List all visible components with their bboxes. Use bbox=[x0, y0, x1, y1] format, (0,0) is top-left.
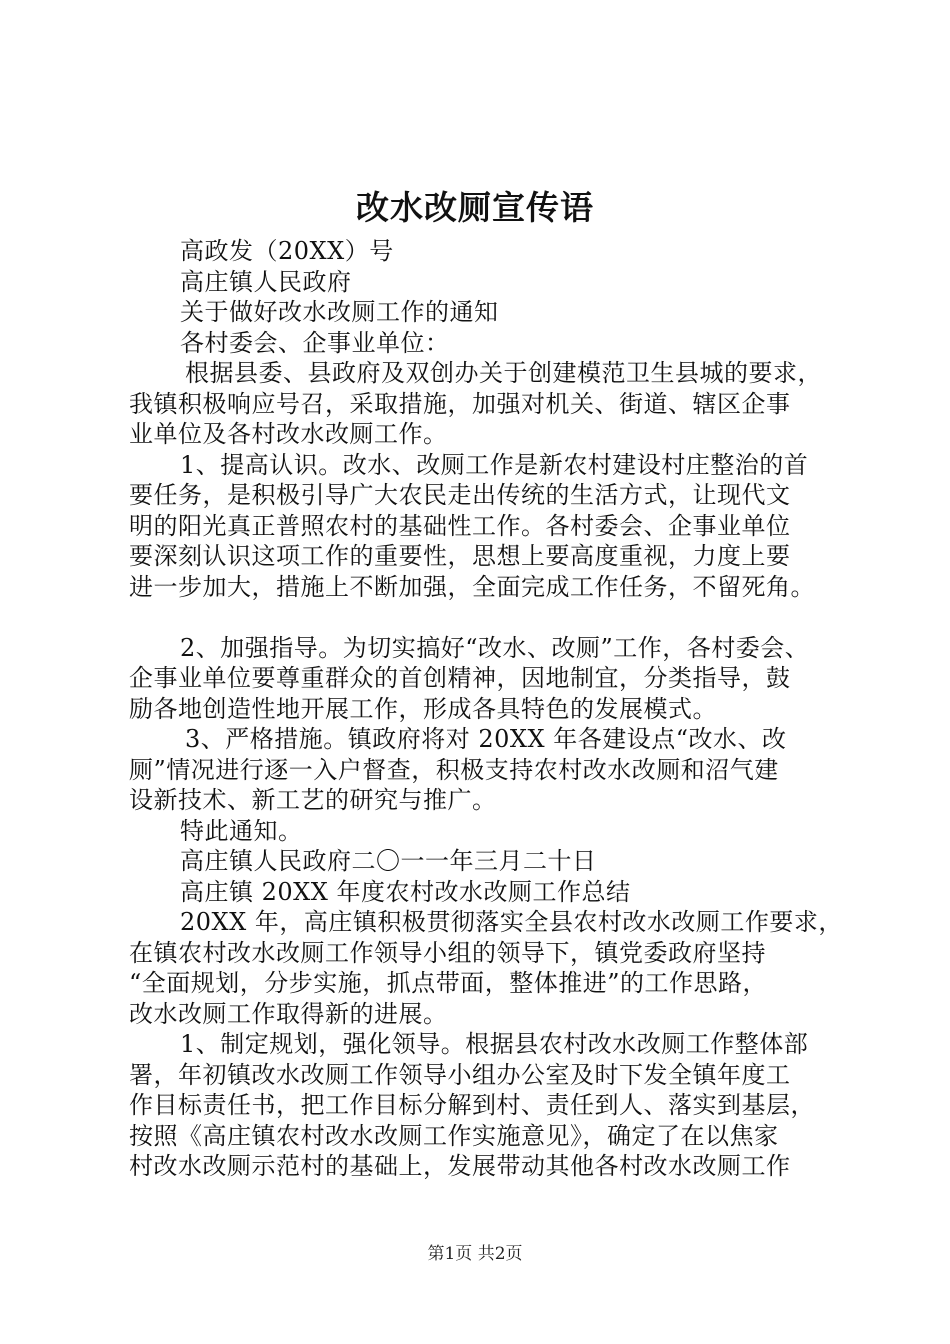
paragraph-line: 作目标责任书，把工作目标分解到村、责任到人、落实到基层， bbox=[129, 1091, 815, 1119]
paragraph-line: 明的阳光真正普照农村的基础性工作。各村委会、企事业单位 bbox=[129, 511, 791, 540]
paragraph-line: 20XX 年，高庄镇积极贯彻落实全县农村改水改厕工作要求， bbox=[180, 908, 843, 936]
paragraph-line: 厕”情况进行逐一入户督查，积极支持农村改水改厕和沼气建 bbox=[129, 755, 779, 784]
document-body bbox=[129, 236, 849, 1182]
addressee: 各村委会、企事业单位： bbox=[180, 328, 450, 357]
paragraph-line: 1、提高认识。改水、改厕工作是新农村建设村庄整治的首 bbox=[180, 450, 809, 479]
paragraph-line: 改水改厕工作取得新的进展。 bbox=[129, 999, 448, 1028]
signature-date: 高庄镇人民政府二〇一一年三月二十日 bbox=[180, 847, 597, 875]
paragraph-line: 3、严格措施。镇政府将对 20XX 年各建设点“改水、改 bbox=[185, 725, 787, 753]
summary-title: 高庄镇 20XX 年度农村改水改厕工作总结 bbox=[180, 877, 631, 906]
page-footer: 第1页 共2页 bbox=[427, 1244, 523, 1264]
paragraph-line: 2、加强指导。为切实搞好“改水、改厕”工作，各村委会、 bbox=[180, 633, 810, 662]
paragraph-line: 设新技术、新工艺的研究与推广。 bbox=[129, 786, 497, 814]
blank-line bbox=[129, 602, 849, 633]
doc-number: 高政发（20XX）号 bbox=[180, 237, 394, 265]
paragraph-line: 根据县委、县政府及双创办关于创建模范卫生县城的要求， bbox=[185, 359, 822, 387]
paragraph-line: 村改水改厕示范村的基础上，发展带动其他各村改水改厕工作 bbox=[129, 1152, 791, 1180]
paragraph-line: 我镇积极响应号召，采取措施，加强对机关、街道、辖区企事 bbox=[129, 389, 791, 418]
paragraph-line: 按照《高庄镇农村改水改厕工作实施意见》，确定了在以焦家 bbox=[129, 1121, 779, 1150]
closing-line: 特此通知。 bbox=[180, 816, 303, 845]
document-title: 改水改厕宣传语 bbox=[356, 188, 594, 227]
paragraph-line: 业单位及各村改水改厕工作。 bbox=[129, 420, 448, 448]
notice-title: 关于做好改水改厕工作的通知 bbox=[180, 298, 499, 326]
paragraph-line: 励各地创造性地开展工作，形成各具特色的发展模式。 bbox=[129, 694, 717, 723]
paragraph-line: 1、制定规划，强化领导。根据县农村改水改厕工作整体部 bbox=[180, 1030, 809, 1058]
paragraph-line: “全面规划，分步实施，抓点带面，整体推进”的工作思路， bbox=[129, 969, 768, 997]
paragraph-line: 要任务，是积极引导广大农民走出传统的生活方式，让现代文 bbox=[129, 481, 791, 509]
paragraph-line: 要深刻认识这项工作的重要性，思想上要高度重视，力度上要 bbox=[129, 542, 791, 570]
paragraph-line: 企事业单位要尊重群众的首创精神，因地制宜，分类指导，鼓 bbox=[129, 664, 791, 692]
issuer: 高庄镇人民政府 bbox=[180, 267, 352, 296]
paragraph-line: 署，年初镇改水改厕工作领导小组办公室及时下发全镇年度工 bbox=[129, 1060, 791, 1089]
paragraph-line: 进一步加大，措施上不断加强，全面完成工作任务，不留死角。 bbox=[129, 572, 815, 601]
paragraph-line: 在镇农村改水改厕工作领导小组的领导下，镇党委政府坚持 bbox=[129, 938, 766, 967]
